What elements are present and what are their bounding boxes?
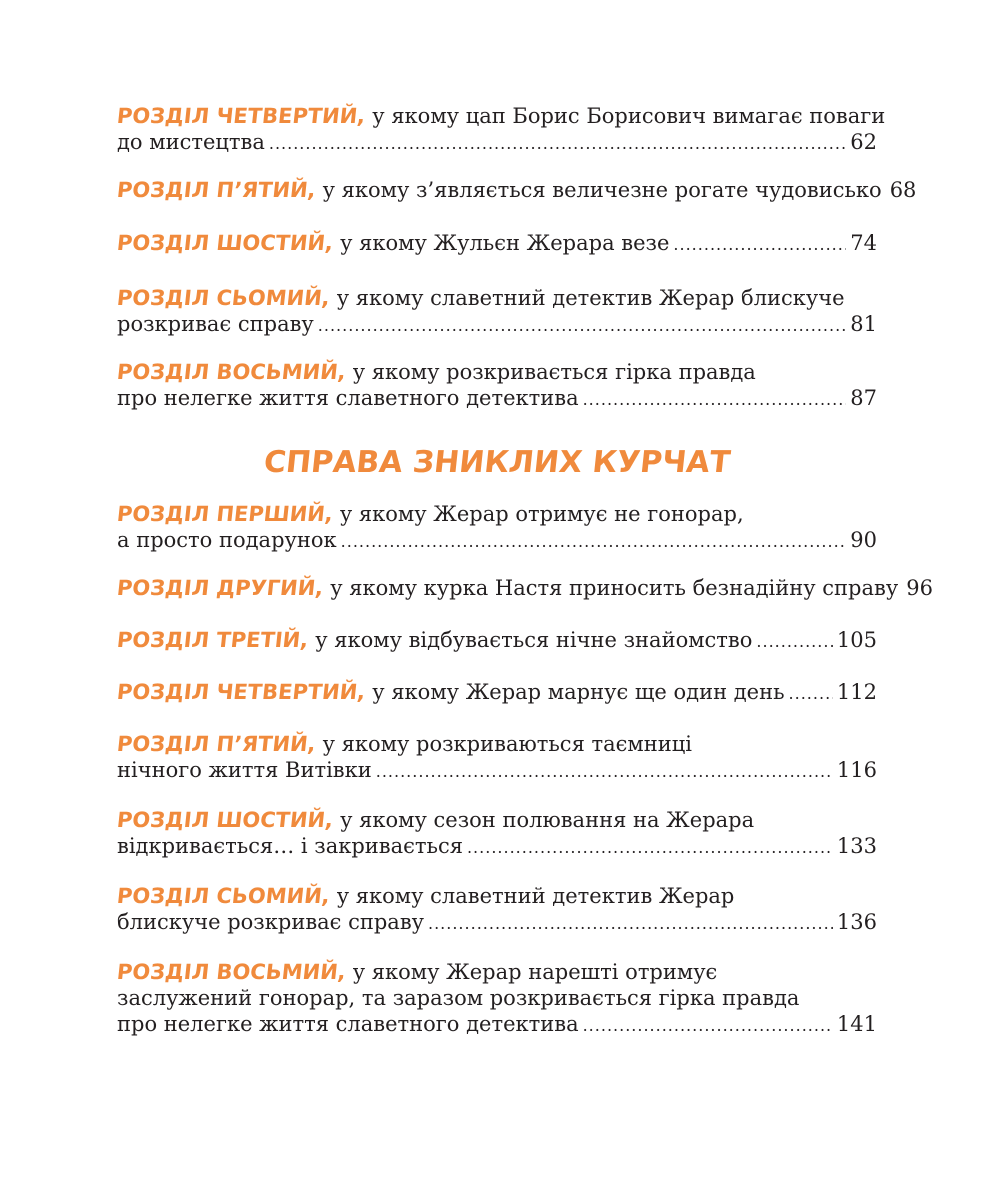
toc-entry[interactable]: [115, 575, 933, 601]
chapter-title: РОЗДІЛ ТРЕТІЙ,: [115, 628, 310, 652]
chapter-description: у якому курка Настя приносить безнадійну справу: [330, 576, 899, 600]
chapter-description: у якому Жерар марнує ще один день: [372, 680, 785, 704]
section-title: СПРАВА ЗНИКЛИХ КУРЧАТ: [262, 445, 732, 480]
chapter-description: у якому сезон полювання на Жерара: [340, 808, 755, 832]
toc-entry[interactable]: [117, 627, 877, 653]
dot-leader: [269, 131, 846, 157]
page-number: 112: [836, 680, 877, 704]
chapter-description: у якому Жульєн Жерара везе: [340, 231, 670, 255]
chapter-description: у якому Жерар нарешті отримує: [352, 960, 718, 984]
chapter-description: про нелегке життя славетного детектива: [117, 386, 579, 410]
chapter-title: РОЗДІЛ ЧЕТВЕРТИЙ,: [115, 680, 367, 704]
dot-leader: [583, 387, 847, 413]
page-number: 141: [836, 1012, 877, 1036]
toc-entry[interactable]: [117, 230, 877, 256]
chapter-description: нічного життя Витівки: [117, 758, 372, 782]
page-number: 81: [850, 312, 877, 336]
dot-leader: [341, 529, 847, 555]
table-of-contents: [115, 103, 933, 1037]
page-number: 68: [889, 178, 917, 202]
dot-leader: [376, 759, 833, 785]
dot-leader: [756, 629, 833, 655]
dot-leader: [467, 835, 833, 861]
toc-entry[interactable]: [117, 285, 877, 337]
toc-entry[interactable]: [117, 359, 877, 411]
chapter-title: РОЗДІЛ П’ЯТИЙ,: [115, 732, 317, 756]
page-number: 96: [906, 576, 933, 600]
toc-part-2: [115, 501, 933, 1037]
chapter-description: розкриває справу: [117, 312, 314, 336]
toc-part-1: [115, 103, 917, 411]
page-number: 133: [836, 834, 877, 858]
chapter-description: у якому відбувається нічне знайомство: [315, 628, 753, 652]
chapter-description: у якому славетний детектив Жерар блискуче: [336, 286, 845, 310]
toc-entry[interactable]: [117, 501, 877, 553]
chapter-description: у якому цап Борис Борисович вимагає поваги: [372, 104, 886, 128]
chapter-description: про нелегке життя славетного детектива: [117, 1012, 579, 1036]
toc-entry[interactable]: [117, 731, 877, 783]
toc-entry[interactable]: [117, 959, 877, 1037]
dot-leader: [789, 681, 833, 707]
chapter-description: у якому з’являється величезне рогате чудовисько: [322, 178, 882, 202]
dot-leader: [318, 313, 846, 339]
page-number: 105: [836, 628, 877, 652]
chapter-title: РОЗДІЛ ПЕРШИЙ,: [115, 502, 335, 526]
chapter-title: РОЗДІЛ СЬОМИЙ,: [115, 286, 331, 310]
toc-entry[interactable]: [115, 177, 917, 203]
dot-leader: [428, 911, 833, 937]
chapter-description: у якому розкриваються таємниці: [322, 732, 692, 756]
chapter-title: РОЗДІЛ ВОСЬМИЙ,: [115, 960, 347, 984]
toc-entry[interactable]: [117, 679, 877, 705]
chapter-description: а просто подарунок: [117, 528, 337, 552]
chapter-title: РОЗДІЛ П’ЯТИЙ,: [115, 178, 317, 202]
chapter-description: у якому розкривається гірка правда: [352, 360, 756, 384]
dot-leader: [583, 1013, 833, 1039]
toc-entry[interactable]: [117, 883, 877, 935]
chapter-title: РОЗДІЛ СЬОМИЙ,: [115, 884, 331, 908]
chapter-title: РОЗДІЛ ШОСТИЙ,: [115, 808, 335, 832]
chapter-title: РОЗДІЛ ДРУГИЙ,: [115, 576, 325, 600]
chapter-title: РОЗДІЛ ЧЕТВЕРТИЙ,: [115, 104, 367, 128]
dot-leader: [673, 232, 846, 258]
toc-entry[interactable]: [115, 103, 886, 155]
page-number: 87: [850, 386, 877, 410]
chapter-title: РОЗДІЛ ВОСЬМИЙ,: [115, 360, 347, 384]
page-number: 116: [836, 758, 877, 782]
chapter-title: РОЗДІЛ ШОСТИЙ,: [115, 231, 335, 255]
toc-entry[interactable]: [117, 807, 877, 859]
chapter-description: блискуче розкриває справу: [117, 910, 424, 934]
page-number: 74: [850, 231, 877, 255]
page-number: 136: [836, 910, 877, 934]
page-number: 90: [850, 528, 877, 552]
chapter-description: до мистецтва: [117, 130, 265, 154]
chapter-description: у якому славетний детектив Жерар: [336, 884, 735, 908]
page-number: 62: [850, 130, 877, 154]
chapter-description: у якому Жерар отримує не гонорар,: [339, 502, 744, 526]
chapter-description: заслужений гонорар, та заразом розкривається гірка правда: [117, 986, 800, 1010]
chapter-description: відкривається… і закривається: [117, 834, 463, 858]
